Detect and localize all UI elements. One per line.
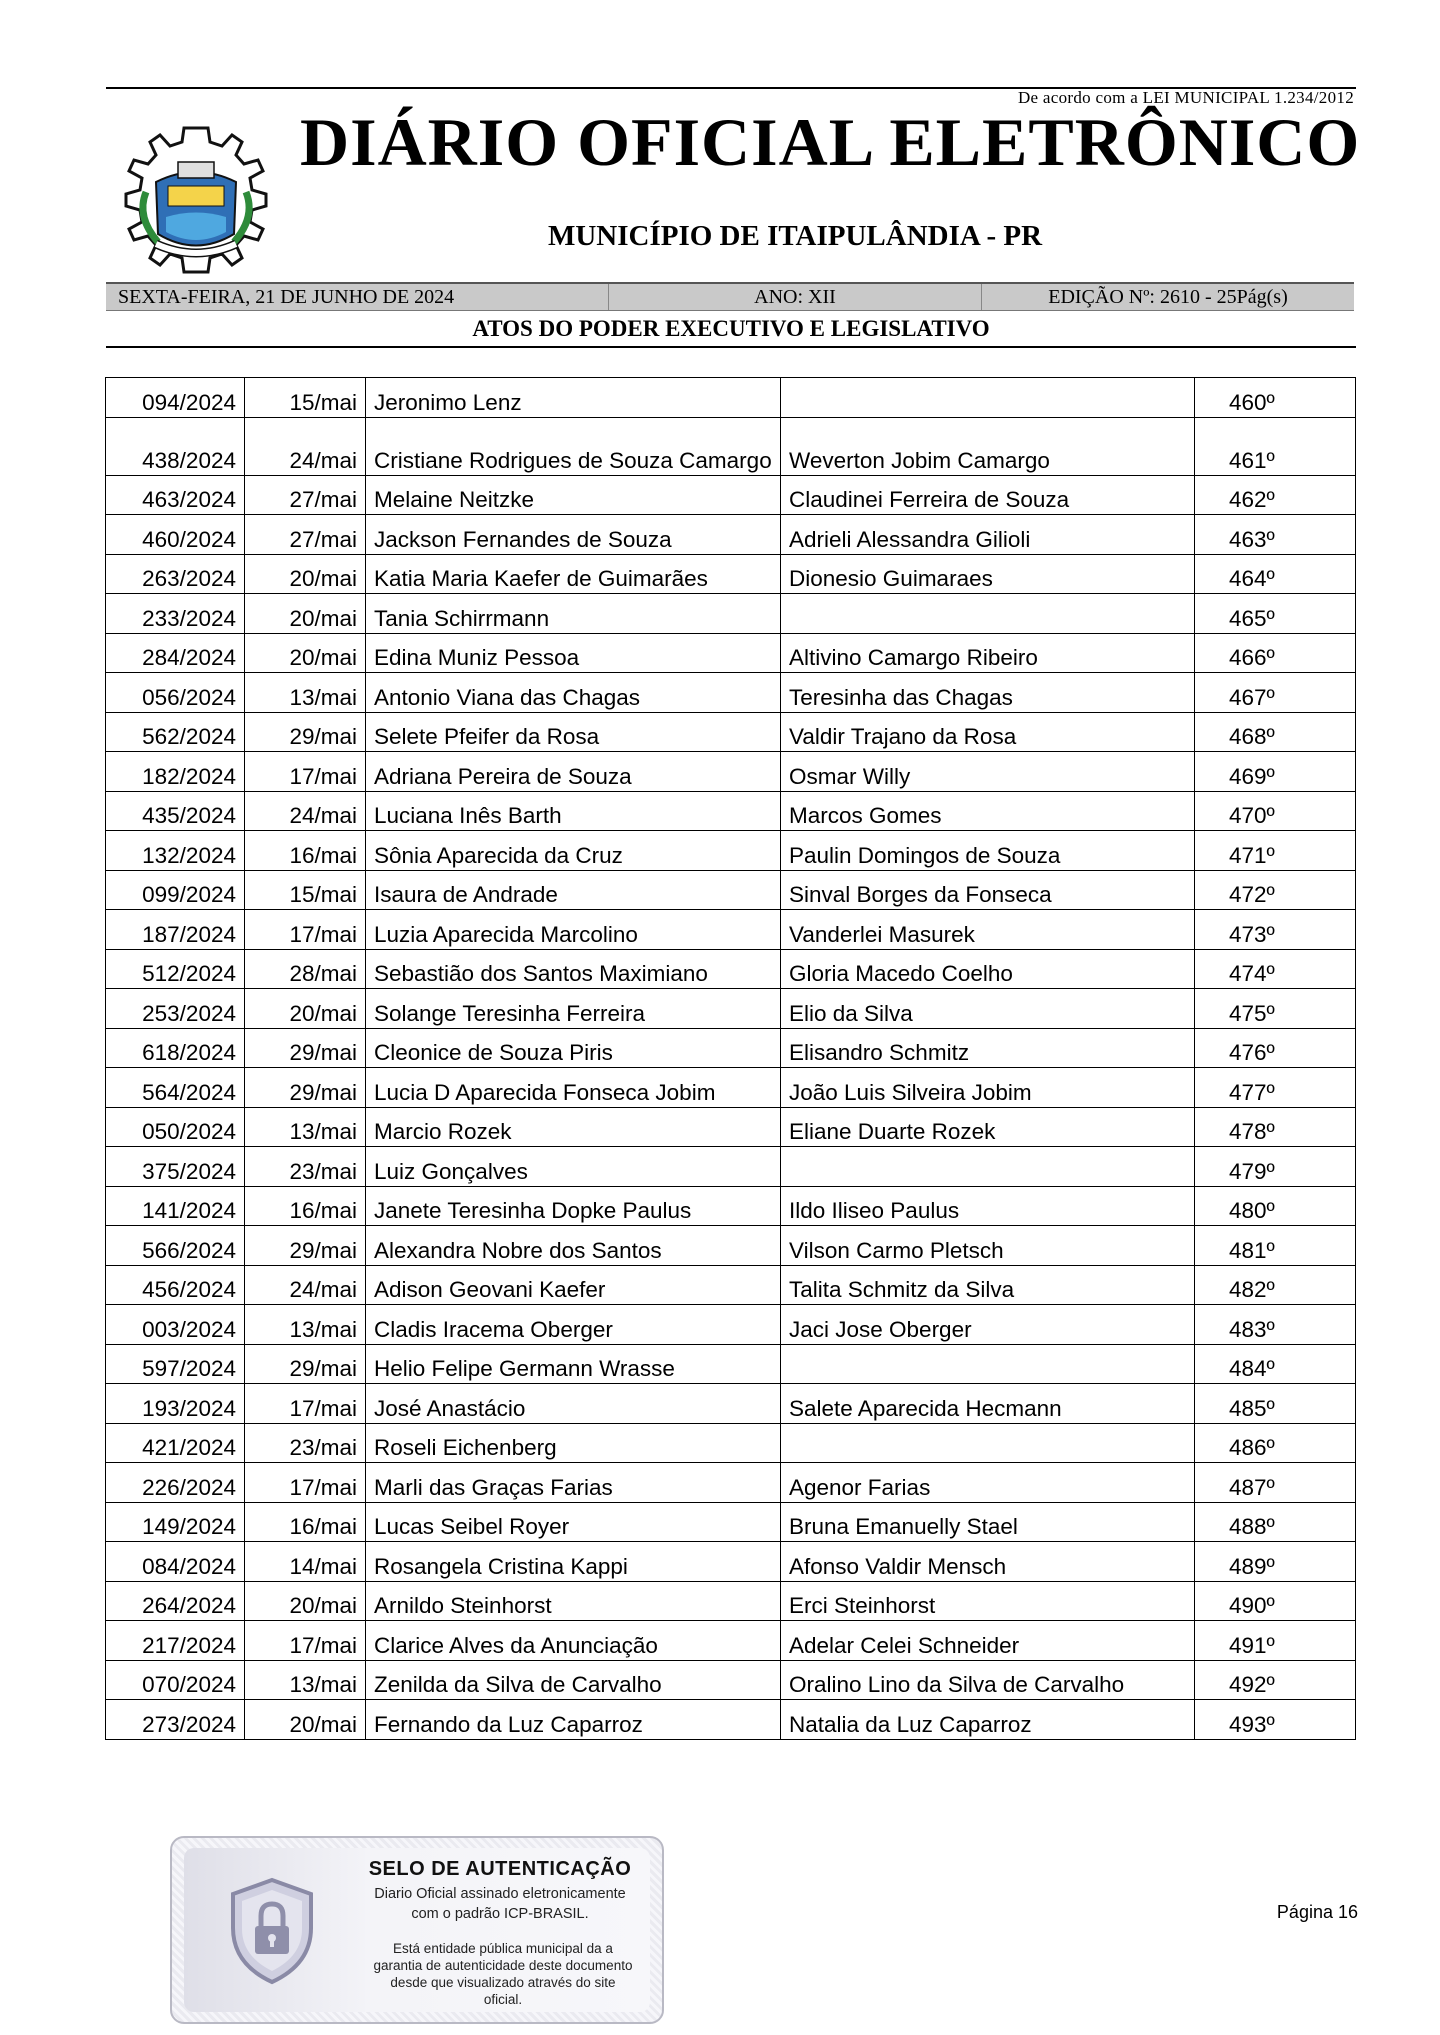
name-cell: Clarice Alves da Anunciação (366, 1621, 781, 1661)
date-cell: 24/mai (245, 791, 366, 831)
order-number: 472º (1195, 870, 1356, 910)
table-row (106, 1305, 1356, 1345)
spouse-cell: Adrieli Alessandra Gilioli (781, 515, 1195, 555)
table-row (106, 1581, 1356, 1621)
date-cell: 13/mai (245, 673, 366, 713)
spouse-cell: Altivino Camargo Ribeiro (781, 633, 1195, 673)
date-cell: 20/mai (245, 554, 366, 594)
process-number: 284/2024 (106, 633, 245, 673)
table-row (106, 712, 1356, 752)
process-number: 263/2024 (106, 554, 245, 594)
table-row (106, 1226, 1356, 1266)
date-cell: 29/mai (245, 712, 366, 752)
spouse-cell (781, 594, 1195, 634)
table-row (106, 1423, 1356, 1463)
spouse-cell (781, 1147, 1195, 1187)
spouse-cell: Ildo Iliseo Paulus (781, 1186, 1195, 1226)
spouse-cell: Teresinha das Chagas (781, 673, 1195, 713)
table-row (106, 1147, 1356, 1187)
order-number: 479º (1195, 1147, 1356, 1187)
process-number: 421/2024 (106, 1423, 245, 1463)
process-number: 463/2024 (106, 475, 245, 515)
table-row (106, 475, 1356, 515)
section-rule (106, 346, 1356, 348)
process-number: 375/2024 (106, 1147, 245, 1187)
date-cell: 29/mai (245, 1068, 366, 1108)
order-number: 475º (1195, 989, 1356, 1029)
order-number: 465º (1195, 594, 1356, 634)
spouse-cell: Marcos Gomes (781, 791, 1195, 831)
date-cell: 20/mai (245, 633, 366, 673)
date-cell: 27/mai (245, 515, 366, 555)
name-cell: Luciana Inês Barth (366, 791, 781, 831)
name-cell: Lucas Seibel Royer (366, 1502, 781, 1542)
date-cell: 23/mai (245, 1147, 366, 1187)
table-row (106, 910, 1356, 950)
spouse-cell: João Luis Silveira Jobim (781, 1068, 1195, 1108)
date-cell: 13/mai (245, 1305, 366, 1345)
process-number: 084/2024 (106, 1542, 245, 1582)
date-cell: 13/mai (245, 1107, 366, 1147)
table-row (106, 633, 1356, 673)
table-row (106, 752, 1356, 792)
name-cell: Arnildo Steinhorst (366, 1581, 781, 1621)
order-number: 485º (1195, 1384, 1356, 1424)
date-cell: 15/mai (245, 378, 366, 418)
table-row (106, 1186, 1356, 1226)
date-cell: 17/mai (245, 752, 366, 792)
name-cell: Solange Teresinha Ferreira (366, 989, 781, 1029)
name-cell: Selete Pfeifer da Rosa (366, 712, 781, 752)
order-number: 468º (1195, 712, 1356, 752)
name-cell: Antonio Viana das Chagas (366, 673, 781, 713)
name-cell: Cristiane Rodrigues de Souza Camargo (366, 417, 781, 475)
process-number: 597/2024 (106, 1344, 245, 1384)
date-cell: 17/mai (245, 1621, 366, 1661)
law-reference: De acordo com a LEI MUNICIPAL 1.234/2012 (1017, 88, 1354, 107)
spouse-cell: Eliane Duarte Rozek (781, 1107, 1195, 1147)
process-number: 273/2024 (106, 1700, 245, 1740)
table-row (106, 1265, 1356, 1305)
spouse-cell: Gloria Macedo Coelho (781, 949, 1195, 989)
date-cell: 17/mai (245, 910, 366, 950)
process-number: 141/2024 (106, 1186, 245, 1226)
table-row (106, 870, 1356, 910)
process-number: 187/2024 (106, 910, 245, 950)
date-cell: 23/mai (245, 1423, 366, 1463)
order-number: 492º (1195, 1660, 1356, 1700)
spouse-cell: Agenor Farias (781, 1463, 1195, 1503)
name-cell: Isaura de Andrade (366, 870, 781, 910)
spouse-cell: Elio da Silva (781, 989, 1195, 1029)
table-row (106, 1502, 1356, 1542)
process-number: 070/2024 (106, 1660, 245, 1700)
date-cell: 15/mai (245, 870, 366, 910)
name-cell: Katia Maria Kaefer de Guimarães (366, 554, 781, 594)
process-number: 253/2024 (106, 989, 245, 1029)
order-number: 477º (1195, 1068, 1356, 1108)
edition-number: EDIÇÃO Nº: 2610 - 25Pág(s) (1048, 285, 1288, 308)
name-cell: Adriana Pereira de Souza (366, 752, 781, 792)
process-number: 050/2024 (106, 1107, 245, 1147)
spouse-cell (781, 1423, 1195, 1463)
order-number: 486º (1195, 1423, 1356, 1463)
name-cell: Helio Felipe Germann Wrasse (366, 1344, 781, 1384)
process-number: 512/2024 (106, 949, 245, 989)
name-cell: Alexandra Nobre dos Santos (366, 1226, 781, 1266)
order-number: 473º (1195, 910, 1356, 950)
table-row (106, 989, 1356, 1029)
name-cell: Fernando da Luz Caparroz (366, 1700, 781, 1740)
name-cell: Sebastião dos Santos Maximiano (366, 949, 781, 989)
table-row (106, 515, 1356, 555)
process-number: 564/2024 (106, 1068, 245, 1108)
process-number: 099/2024 (106, 870, 245, 910)
spouse-cell: Natalia da Luz Caparroz (781, 1700, 1195, 1740)
process-number: 233/2024 (106, 594, 245, 634)
order-number: 471º (1195, 831, 1356, 871)
section-title: ATOS DO PODER EXECUTIVO E LEGISLATIVO (472, 316, 990, 341)
process-number: 193/2024 (106, 1384, 245, 1424)
process-number: 094/2024 (106, 378, 245, 418)
table-row (106, 1068, 1356, 1108)
name-cell: José Anastácio (366, 1384, 781, 1424)
date-cell: 24/mai (245, 417, 366, 475)
date-cell: 16/mai (245, 1186, 366, 1226)
table-row (106, 831, 1356, 871)
spouse-cell: Afonso Valdir Mensch (781, 1542, 1195, 1582)
order-number: 487º (1195, 1463, 1356, 1503)
table-row (106, 1660, 1356, 1700)
process-number: 149/2024 (106, 1502, 245, 1542)
spouse-cell: Bruna Emanuelly Stael (781, 1502, 1195, 1542)
table-row (106, 417, 1356, 475)
name-cell: Cleonice de Souza Piris (366, 1028, 781, 1068)
spouse-cell: Sinval Borges da Fonseca (781, 870, 1195, 910)
spouse-cell: Osmar Willy (781, 752, 1195, 792)
name-cell: Marli das Graças Farias (366, 1463, 781, 1503)
order-number: 464º (1195, 554, 1356, 594)
process-number: 562/2024 (106, 712, 245, 752)
publication-date: SEXTA-FEIRA, 21 DE JUNHO DE 2024 (106, 284, 609, 310)
spouse-cell: Paulin Domingos de Souza (781, 831, 1195, 871)
spouse-cell (781, 1344, 1195, 1384)
order-number: 467º (1195, 673, 1356, 713)
order-number: 478º (1195, 1107, 1356, 1147)
process-number: 132/2024 (106, 831, 245, 871)
process-number: 456/2024 (106, 1265, 245, 1305)
name-cell: Cladis Iracema Oberger (366, 1305, 781, 1345)
seal-title: SELO DE AUTENTICAÇÃO (368, 1858, 632, 1880)
order-number: 489º (1195, 1542, 1356, 1582)
name-cell: Melaine Neitzke (366, 475, 781, 515)
name-cell: Tania Schirrmann (366, 594, 781, 634)
order-number: 466º (1195, 633, 1356, 673)
spouse-cell: Vilson Carmo Pletsch (781, 1226, 1195, 1266)
name-cell: Lucia D Aparecida Fonseca Jobim (366, 1068, 781, 1108)
authentication-seal (170, 1836, 664, 2024)
municipality: MUNICÍPIO DE ITAIPULÂNDIA - PR (547, 220, 1043, 252)
date-cell: 16/mai (245, 1502, 366, 1542)
spouse-cell: Elisandro Schmitz (781, 1028, 1195, 1068)
name-cell: Luzia Aparecida Marcolino (366, 910, 781, 950)
spouse-cell: Talita Schmitz da Silva (781, 1265, 1195, 1305)
table-row (106, 1384, 1356, 1424)
table-row (106, 1344, 1356, 1384)
process-number: 435/2024 (106, 791, 245, 831)
spouse-cell: Claudinei Ferreira de Souza (781, 475, 1195, 515)
table-row (106, 554, 1356, 594)
name-cell: Edina Muniz Pessoa (366, 633, 781, 673)
table-row (106, 1700, 1356, 1740)
edition-info-bar (106, 282, 1354, 311)
page-title: DIÁRIO OFICIAL ELETRÔNICO (300, 104, 1361, 180)
date-cell: 20/mai (245, 1700, 366, 1740)
date-cell: 17/mai (245, 1384, 366, 1424)
order-number: 482º (1195, 1265, 1356, 1305)
table-row (106, 791, 1356, 831)
order-number: 470º (1195, 791, 1356, 831)
table-row (106, 1463, 1356, 1503)
lock-shield-icon (227, 1876, 317, 1986)
table-row (106, 1621, 1356, 1661)
spouse-cell: Jaci Jose Oberger (781, 1305, 1195, 1345)
process-number: 056/2024 (106, 673, 245, 713)
municipal-crest-icon (116, 122, 276, 282)
order-number: 476º (1195, 1028, 1356, 1068)
name-cell: Jeronimo Lenz (366, 378, 781, 418)
seal-body: Está entidade pública municipal da a garantia de autenticidade deste documento desde que visualizado através do site oficial. (373, 1941, 633, 2007)
name-cell: Sônia Aparecida da Cruz (366, 831, 781, 871)
name-cell: Jackson Fernandes de Souza (366, 515, 781, 555)
process-number: 217/2024 (106, 1621, 245, 1661)
date-cell: 24/mai (245, 1265, 366, 1305)
spouse-cell (781, 378, 1195, 418)
order-number: 483º (1195, 1305, 1356, 1345)
order-number: 463º (1195, 515, 1356, 555)
date-cell: 27/mai (245, 475, 366, 515)
table-row (106, 594, 1356, 634)
table-row (106, 1028, 1356, 1068)
year-label: ANO: XII (609, 284, 982, 310)
spouse-cell: Oralino Lino da Silva de Carvalho (781, 1660, 1195, 1700)
name-cell: Marcio Rozek (366, 1107, 781, 1147)
process-number: 460/2024 (106, 515, 245, 555)
date-cell: 17/mai (245, 1463, 366, 1503)
date-cell: 28/mai (245, 949, 366, 989)
seal-line-1: Diario Oficial assinado eletronicamente (374, 1886, 626, 1902)
process-number: 226/2024 (106, 1463, 245, 1503)
order-number: 493º (1195, 1700, 1356, 1740)
process-number: 438/2024 (106, 417, 245, 475)
date-cell: 29/mai (245, 1226, 366, 1266)
table-row (106, 673, 1356, 713)
seal-line-2: com o padrão ICP-BRASIL. (411, 1906, 589, 1922)
order-number: 462º (1195, 475, 1356, 515)
spouse-cell: Erci Steinhorst (781, 1581, 1195, 1621)
date-cell: 29/mai (245, 1344, 366, 1384)
name-cell: Adison Geovani Kaefer (366, 1265, 781, 1305)
name-cell: Roseli Eichenberg (366, 1423, 781, 1463)
date-cell: 20/mai (245, 1581, 366, 1621)
spouse-cell: Salete Aparecida Hecmann (781, 1384, 1195, 1424)
page-number: Página 16 (1276, 1902, 1358, 1922)
process-number: 003/2024 (106, 1305, 245, 1345)
date-cell: 14/mai (245, 1542, 366, 1582)
name-cell: Janete Teresinha Dopke Paulus (366, 1186, 781, 1226)
order-number: 469º (1195, 752, 1356, 792)
date-cell: 20/mai (245, 989, 366, 1029)
date-cell: 20/mai (245, 594, 366, 634)
spouse-cell: Vanderlei Masurek (781, 910, 1195, 950)
order-number: 474º (1195, 949, 1356, 989)
process-number: 566/2024 (106, 1226, 245, 1266)
order-number: 480º (1195, 1186, 1356, 1226)
order-number: 461º (1195, 417, 1356, 475)
order-number: 490º (1195, 1581, 1356, 1621)
date-cell: 13/mai (245, 1660, 366, 1700)
name-cell: Rosangela Cristina Kappi (366, 1542, 781, 1582)
order-number: 481º (1195, 1226, 1356, 1266)
process-number: 182/2024 (106, 752, 245, 792)
spouse-cell: Valdir Trajano da Rosa (781, 712, 1195, 752)
order-number: 484º (1195, 1344, 1356, 1384)
table-row (106, 949, 1356, 989)
records-table (105, 377, 1356, 1740)
process-number: 618/2024 (106, 1028, 245, 1068)
spouse-cell: Adelar Celei Schneider (781, 1621, 1195, 1661)
name-cell: Zenilda da Silva de Carvalho (366, 1660, 781, 1700)
order-number: 491º (1195, 1621, 1356, 1661)
spouse-cell: Weverton Jobim Camargo (781, 417, 1195, 475)
table-row (106, 378, 1356, 418)
process-number: 264/2024 (106, 1581, 245, 1621)
name-cell: Luiz Gonçalves (366, 1147, 781, 1187)
table-row (106, 1542, 1356, 1582)
date-cell: 29/mai (245, 1028, 366, 1068)
spouse-cell: Dionesio Guimaraes (781, 554, 1195, 594)
order-number: 488º (1195, 1502, 1356, 1542)
table-row (106, 1107, 1356, 1147)
date-cell: 16/mai (245, 831, 366, 871)
order-number: 460º (1195, 378, 1356, 418)
